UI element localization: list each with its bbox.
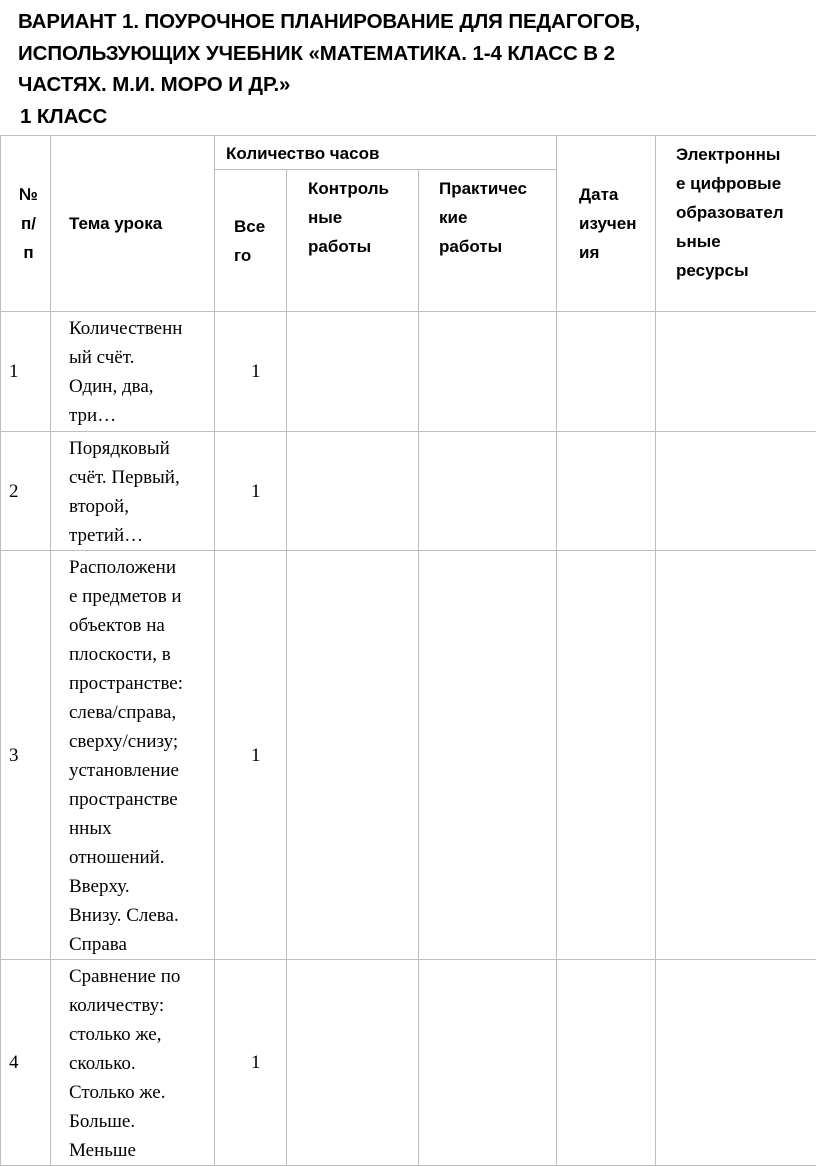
header-topic: Тема урока: [51, 136, 215, 312]
row-topic: Количественн ый счёт. Один, два, три…: [51, 312, 215, 432]
header-control-works: Контроль ные работы: [287, 170, 419, 312]
table-row: [1, 312, 816, 432]
row-digital-resources: [656, 551, 816, 960]
lesson-plan-table: [0, 135, 816, 1166]
row-number: 4: [1, 960, 51, 1166]
row-control-works: [287, 551, 419, 960]
table-row: [1, 432, 816, 551]
row-study-date: [557, 432, 656, 551]
title-line-3: ЧАСТЯХ. М.И. МОРО И ДР.»: [18, 69, 808, 101]
row-practical-works: [419, 960, 557, 1166]
row-digital-resources: [656, 960, 816, 1166]
title-line-2: ИСПОЛЬЗУЮЩИХ УЧЕБНИК «МАТЕМАТИКА. 1-4 КЛАСС В 2: [18, 38, 808, 70]
row-control-works: [287, 960, 419, 1166]
class-label: 1 КЛАСС: [18, 101, 808, 133]
row-practical-works: [419, 312, 557, 432]
row-total-hours: 1: [215, 312, 287, 432]
row-number: 1: [1, 312, 51, 432]
row-control-works: [287, 432, 419, 551]
row-control-works: [287, 312, 419, 432]
header-hours-group: Количество часов: [215, 136, 557, 170]
row-study-date: [557, 551, 656, 960]
row-digital-resources: [656, 312, 816, 432]
table-row: [1, 960, 816, 1166]
header-digital-resources: Электронны е цифровые образовател ьные ресурсы: [656, 136, 816, 312]
row-practical-works: [419, 551, 557, 960]
title-line-1: ВАРИАНТ 1. ПОУРОЧНОЕ ПЛАНИРОВАНИЕ ДЛЯ ПЕДАГОГОВ,: [18, 6, 808, 38]
row-study-date: [557, 960, 656, 1166]
row-study-date: [557, 312, 656, 432]
row-topic: Сравнение по количеству: столько же, сколько. Столько же. Больше. Меньше: [51, 960, 215, 1166]
row-digital-resources: [656, 432, 816, 551]
row-total-hours: 1: [215, 551, 287, 960]
header-number: № п/ п: [1, 136, 51, 312]
row-total-hours: 1: [215, 960, 287, 1166]
header-study-date: Дата изучен ия: [557, 136, 656, 312]
row-number: 2: [1, 432, 51, 551]
header-hours-total: Все го: [215, 170, 287, 312]
row-practical-works: [419, 432, 557, 551]
row-topic: Порядковый счёт. Первый, второй, третий…: [51, 432, 215, 551]
row-topic: Расположени е предметов и объектов на плоскости, в пространстве: слева/справа, сверху/снизу; установление пространстве нных отношений. Вверху. Внизу. Слева. Справа: [51, 551, 215, 960]
row-total-hours: 1: [215, 432, 287, 551]
table-row: [1, 551, 816, 960]
document-title: [18, 6, 808, 132]
row-number: 3: [1, 551, 51, 960]
header-practical-works: Практичес кие работы: [419, 170, 557, 312]
